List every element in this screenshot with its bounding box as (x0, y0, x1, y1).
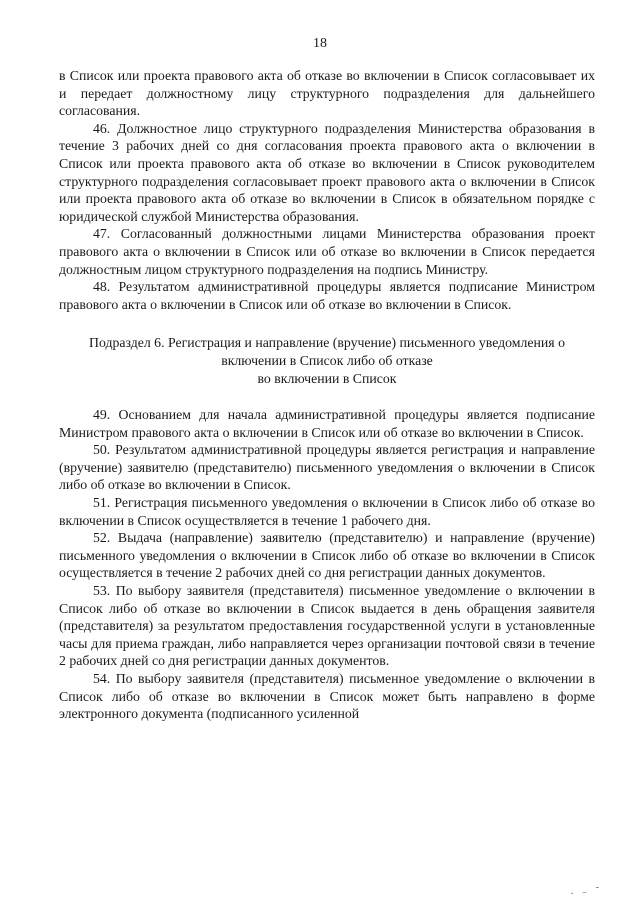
paragraphs-top (59, 67, 595, 313)
paragraph: 47. Согласованный должностными лицами Министерства образования проект правового акта о включении в Список или об отказе во включении в Список передается должностным лицом структурного подразделения на подпись Министру. (59, 226, 595, 277)
page-number: 18 (313, 36, 327, 51)
paragraph: в Список или проекта правового акта об отказе во включении в Список согласовывает их и передает должностному лицу структурного подразделения для дальнейшего согласования. (59, 68, 595, 119)
paragraph: 49. Основанием для начала административной процедуры является подписание Министром правового акта о включении в Список или об отказе во включении в Список. (59, 407, 595, 440)
paragraphs-bottom (59, 406, 595, 723)
document-body (59, 67, 595, 723)
paragraph: 50. Результатом административной процедуры является регистрация и направление (вручение) заявителю (представителю) письменного уведомления о включении в Список либо об отказе во включении в Список. (59, 442, 595, 493)
paragraph: 51. Регистрация письменного уведомления о включении в Список либо об отказе во включении в Список осуществляется в течение 1 рабочего дня. (59, 495, 595, 528)
subsection-heading (59, 313, 595, 406)
continuation-marks: . ₋ ˜ (570, 886, 602, 897)
paragraph: 53. По выбору заявителя (представителя) письменное уведомление о включении в Список либо об отказе во включении в Список выдается в день обращения заявителя (представителя) за результатом предоставления государственной услуги в установленные часы для приема граждан, либо направляется через организации почтовой связи в течение 2 рабочих дней со дня регистрации данных документов. (59, 583, 595, 669)
paragraph: 46. Должностное лицо структурного подразделения Министерства образования в течение 3 рабочих дней со дня согласования проекта правового акта о включении в Список или проекта правового акта об отказе во включении в Список руководителем структурного подразделения согласовывает проект правового акта о включении в Список или проекта правового акта об отказе во включении в Список в обязательном порядке с юридической службой Министерства образования. (59, 120, 595, 224)
subsection-heading-line: включении в Список либо об отказе (221, 352, 433, 368)
subsection-heading-line: во включении в Список (257, 370, 397, 386)
paragraph: 54. По выбору заявителя (представителя) письменное уведомление о включении в Список либо об отказе во включении в Список может быть направлено в форме электронного документа (подписанного усиленной (59, 671, 595, 722)
paragraph: 52. Выдача (направление) заявителю (представителю) и направление (вручение) письменного уведомления о включении в Список либо об отказе во включении в Список осуществляется в течение 2 рабочих дней со дня регистрации данных документов. (59, 530, 595, 581)
paragraph: 48. Результатом административной процедуры является подписание Министром правового акта о включении в Список или об отказе во включении в Список. (59, 279, 595, 312)
subsection-heading-line: Подраздел 6. Регистрация и направление (вручение) письменного уведомления о (88, 335, 565, 351)
